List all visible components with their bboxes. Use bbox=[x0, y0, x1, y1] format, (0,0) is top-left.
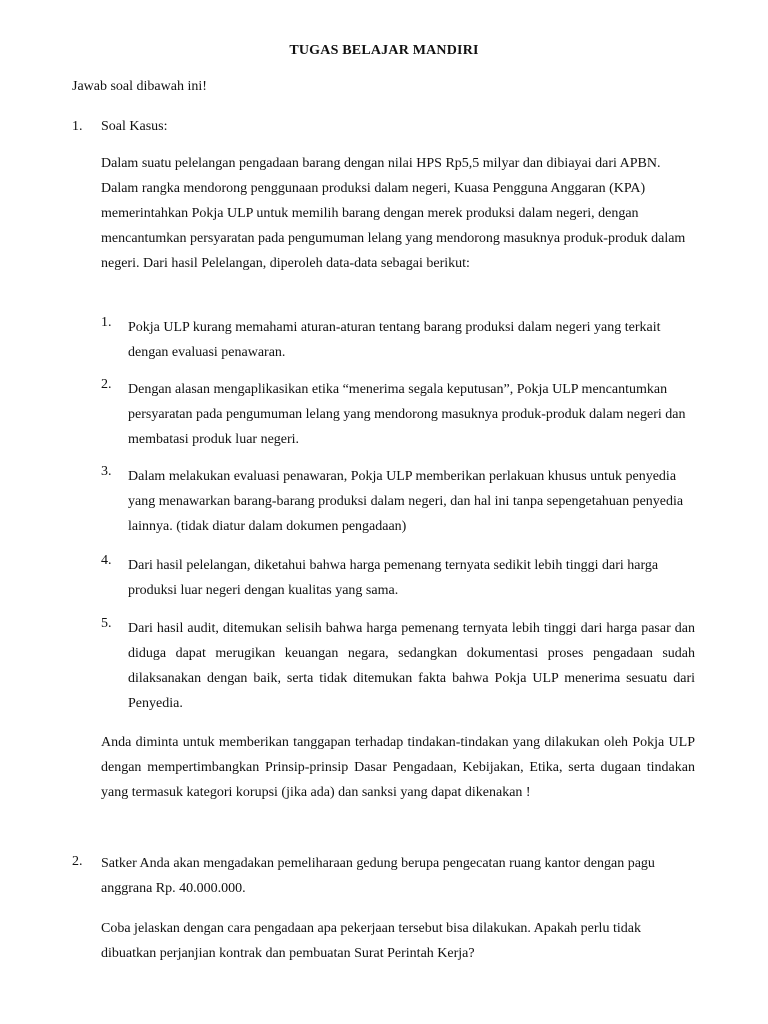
intro-text: Jawab soal dibawah ini! bbox=[72, 79, 207, 94]
case-item-4-number: 4. bbox=[101, 553, 112, 568]
case-item-3-text: Dalam melakukan evaluasi penawaran, Pokja ULP memberikan perlakuan khusus untuk penyedia yang menawarkan barang-barang produksi dalam negeri, dan hal ini tanpa sepengetahuan penyedia lainnya. (tidak diatur dalam dokumen pengadaan) bbox=[128, 469, 684, 534]
case-item-3-number: 3. bbox=[101, 464, 112, 479]
case-instruction: Anda diminta untuk memberikan tanggapan terhadap tindakan-tindakan yang dilakukan oleh Pokja ULP dengan mempertimbangkan Prinsip-prinsip Dasar Pengadaan, Kebijakan, Etika, serta dugaan tindakan yang termasuk kategori korupsi (jika ada) dan sanksi yang dapat dikenakan ! bbox=[101, 735, 695, 800]
case-item-2-number: 2. bbox=[101, 377, 112, 392]
question-1-heading: Soal Kasus: bbox=[101, 119, 168, 134]
case-item-1-text: Pokja ULP kurang memahami aturan-aturan tentang barang produksi dalam negeri yang terkait dengan evaluasi penawaran. bbox=[128, 320, 661, 360]
document-title: TUGAS BELAJAR MANDIRI bbox=[289, 43, 479, 58]
case-item-5-text: Dari hasil audit, ditemukan selisih bahwa harga pemenang ternyata lebih tinggi dari harga pasar dan diduga dapat merugikan keuangan negara, sedangkan dokumentasi proses pengadaan sudah dilaksanakan dengan baik, serta tidak ditemukan fakta bahwa Pokja ULP menerima sesuatu dari Penyedia. bbox=[128, 621, 695, 711]
question-2-followup: Coba jelaskan dengan cara pengadaan apa pekerjaan tersebut bisa dilakukan. Apakah perlu tidak dibuatkan perjanjian kontrak dan pembuatan Surat Perintah Kerja? bbox=[101, 921, 641, 961]
case-item-4-text: Dari hasil pelelangan, diketahui bahwa harga pemenang ternyata sedikit lebih tinggi dari harga produksi luar negeri dengan kualitas yang sama. bbox=[128, 558, 659, 598]
case-item-1-number: 1. bbox=[101, 315, 112, 330]
question-2-text: Satker Anda akan mengadakan pemeliharaan gedung berupa pengecatan ruang kantor dengan pagu anggrana Rp. 40.000.000. bbox=[101, 856, 655, 896]
case-item-2-text: Dengan alasan mengaplikasikan etika “menerima segala keputusan”, Pokja ULP mencantumkan persyaratan pada pengumuman lelang yang mendorong masuknya produk-produk dalam negeri dan membatasi produk luar negeri. bbox=[128, 382, 686, 447]
case-item-5-number: 5. bbox=[101, 616, 112, 631]
question-1-number: 1. bbox=[72, 119, 83, 134]
case-text: Dalam suatu pelelangan pengadaan barang dengan nilai HPS Rp5,5 milyar dan dibiayai dari APBN. Dalam rangka mendorong penggunaan produksi dalam negeri, Kuasa Pengguna Anggaran (KPA) memerintahkan Pokja ULP untuk memilih barang dengan merek produksi dalam negeri, dengan mencantumkan persyaratan pada pengumuman lelang yang mendorong masuknya produk-produk dalam negeri. Dari hasil Pelelangan, diperoleh data-data sebagai berikut: bbox=[101, 156, 686, 271]
question-2-number: 2. bbox=[72, 854, 83, 869]
